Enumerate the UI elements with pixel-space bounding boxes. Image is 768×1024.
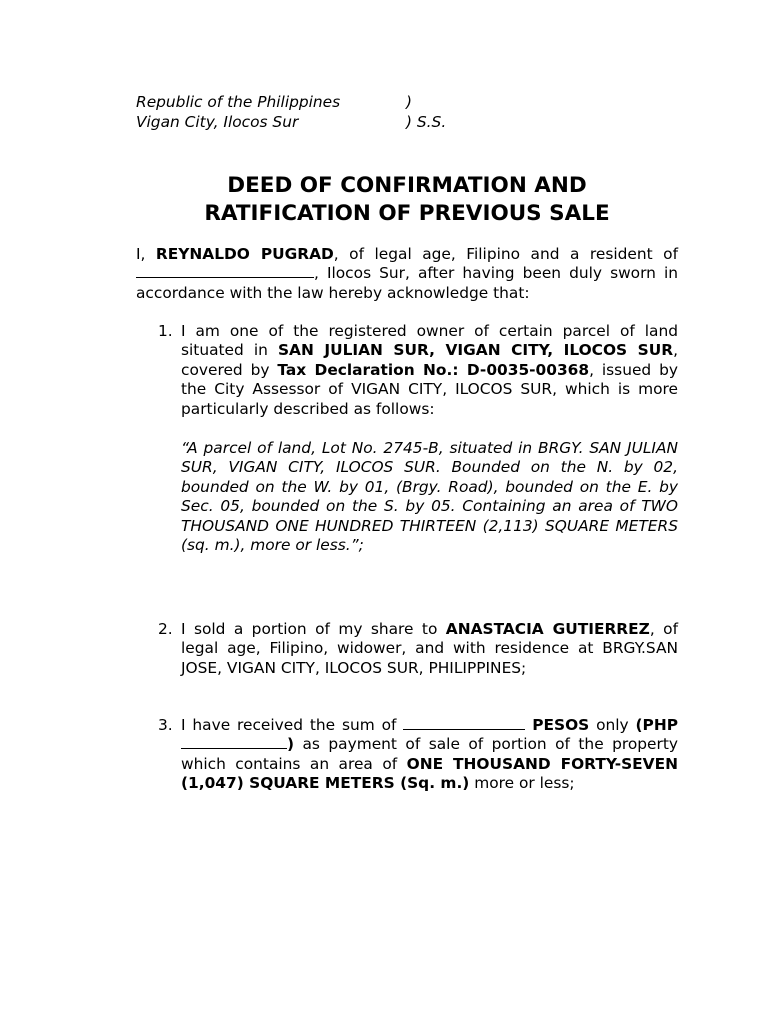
item-text-part: I am one of the registered owner of certain parcel of land situated in	[181, 322, 678, 360]
property-description: “A parcel of land, Lot No. 2745-B, situated in BRGY. SAN JULIAN SUR, VIGAN CITY, ILOCOS SUR. Bounded on the N. by 02, bounded on the W. by 01, (Brgy. Road), bounded on the E. by Sec. 05, bounded on the S. by 05. Containing an area of TWO THOUSAND ONE HUNDRED THIRTEEN (2,113) SQUARE METERS (sq. m.), more or less.”;	[181, 439, 678, 555]
php-open: (PHP	[635, 716, 678, 734]
item-text-part: more or less;	[469, 774, 575, 793]
php-close: )	[287, 735, 295, 754]
property-location: SAN JULIAN SUR, VIGAN CITY, ILOCOS SUR	[277, 341, 674, 360]
item-text-part: , issued by the City Assessor of VIGAN CITY, ILOCOS SUR, which is more particularly described as follows:	[181, 360, 678, 418]
item-text-part: , of legal age, Filipino, widower, and with residence at BRGY.SAN JOSE, VIGAN CITY, ILOCOS SUR, PHILIPPINES;	[181, 620, 678, 677]
item-text-part: , covered by	[181, 341, 678, 379]
item-text-part: I have received the sum of	[181, 716, 404, 734]
item-text-part: I sold a portion of my share to	[181, 620, 446, 638]
intro-paragraph	[136, 245, 678, 303]
item-text	[181, 620, 678, 678]
intro-text: , of legal age, Filipino and a resident of	[333, 245, 678, 263]
list-item-3	[136, 716, 678, 794]
item-text-part: as payment of sale of portion of the property which contains an area of	[181, 735, 678, 773]
venue-city: Vigan City, Ilocos Sur	[136, 113, 299, 131]
title-line-1: DEED OF CONFIRMATION AND	[227, 173, 587, 198]
list-item-2	[136, 620, 678, 678]
item-number: 1.	[158, 322, 173, 340]
area-sold: ONE THOUSAND FORTY-SEVEN (1,047) SQUARE METERS (Sq. m.)	[181, 754, 678, 793]
pesos-label: PESOS	[532, 716, 590, 734]
list-item-1	[136, 322, 678, 555]
item-text	[181, 716, 678, 794]
document-title	[136, 172, 678, 228]
amount-figure-blank[interactable]	[181, 735, 287, 749]
tax-declaration: Tax Declaration No.: D-0035-00368	[277, 360, 590, 379]
intro-text-end: , Ilocos Sur, after having been duly sworn in accordance with the law hereby acknowledge that:	[136, 264, 678, 302]
item-number: 3.	[158, 716, 173, 734]
item-number: 2.	[158, 620, 173, 638]
buyer-name: ANASTACIA GUTIERREZ	[445, 620, 650, 638]
affiant-name: REYNALDO PUGRAD	[155, 245, 334, 263]
venue-country: Republic of the Philippines	[136, 93, 341, 111]
residence-blank[interactable]	[136, 264, 314, 278]
item-text	[181, 322, 678, 419]
amount-words-blank[interactable]	[403, 716, 525, 730]
venue-ss: ) S.S.	[406, 113, 447, 131]
venue-bracket: )	[406, 93, 413, 111]
item-text-part: only	[589, 716, 636, 734]
intro-prefix: I,	[136, 245, 156, 263]
title-line-2: RATIFICATION OF PREVIOUS SALE	[204, 201, 610, 226]
